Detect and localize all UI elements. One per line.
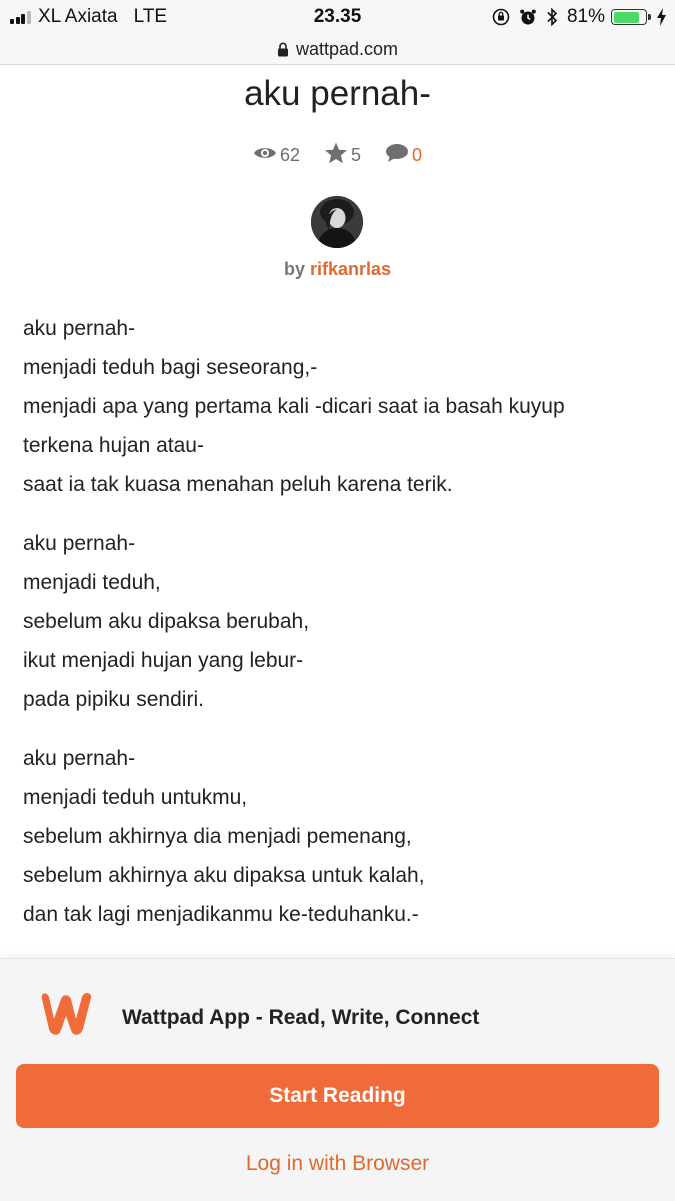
story-line: menjadi teduh bagi seseorang,- [23,356,318,379]
status-bar [0,0,675,34]
story-stats [0,142,675,169]
story-line: sebelum akhirnya dia menjadi pemenang, [23,825,412,848]
story-line: sebelum aku dipaksa berubah, [23,610,310,633]
story-line: menjadi teduh untukmu, [23,786,248,809]
status-time: 23.35 [313,6,362,27]
star-icon [324,142,351,169]
stanza [23,524,653,719]
byline-prefix: by [283,259,305,279]
url-text: wattpad.com [295,38,399,59]
story-line: sebelum akhirnya aku dipaksa untuk kalah, [23,864,425,887]
network-type: LTE [133,6,168,27]
views-count: 62 [279,145,300,165]
story-line: menjadi teduh, [23,571,161,594]
votes-count: 5 [351,145,362,165]
orientation-lock-icon [492,8,510,26]
views-stat [253,145,300,166]
wattpad-logo-icon [36,989,100,1044]
carrier-name: XL Axiata [38,6,118,27]
comments-stat[interactable] [385,143,422,168]
story-line: saat ia tak kuasa menahan peluh karena terik. [23,473,453,496]
login-with-browser-link[interactable]: Log in with Browser [245,1152,430,1175]
story-line: aku pernah- [23,317,136,340]
story-line: pada pipiku sendiri. [23,688,204,711]
story-line: terkena hujan atau- [23,434,204,457]
lock-icon [277,42,289,57]
bluetooth-icon [546,7,558,27]
comments-count[interactable]: 0 [412,145,423,165]
eye-icon [253,145,280,166]
alarm-icon [519,8,537,26]
votes-stat [324,142,361,169]
story-title: aku pernah- [244,74,431,113]
story-content [23,309,653,954]
story-line: dan tak lagi menjadikanmu ke-teduhanku.- [23,903,419,926]
battery-fill [614,12,639,23]
story-line: aku pernah- [23,532,136,555]
byline [0,259,675,280]
author-avatar[interactable] [311,196,363,248]
stanza [23,739,653,934]
stanza [23,309,653,504]
battery-percent: 81% [566,6,605,27]
status-bar-right [483,5,667,29]
app-name: Wattpad App - Read, Write, Connect [122,1006,480,1029]
app-banner [0,958,675,1201]
charging-icon [656,8,667,26]
battery-icon [611,9,647,25]
url-bar[interactable] [0,34,675,65]
comment-icon [385,143,412,168]
story-line: aku pernah- [23,747,136,770]
story-line: menjadi apa yang pertama kali -dicari saat ia basah kuyup [23,395,565,418]
story-line: ikut menjadi hujan yang lebur- [23,649,304,672]
author-link[interactable]: rifkanrlas [309,259,392,279]
start-reading-button[interactable]: Start Reading [16,1064,659,1128]
